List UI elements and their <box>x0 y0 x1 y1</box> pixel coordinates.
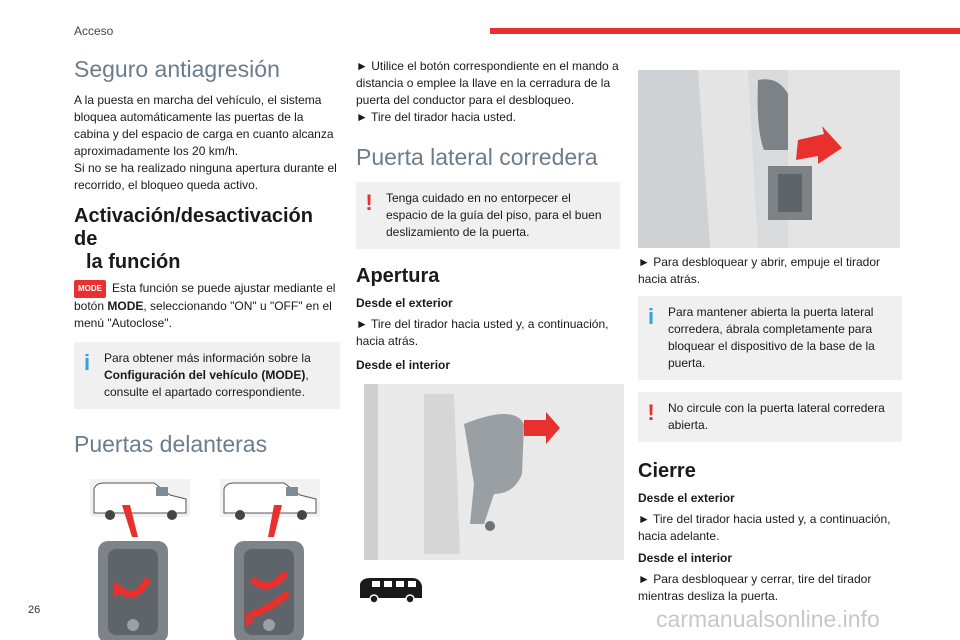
step-remote-unlock: ► Utilice el botón correspondiente en el mando a distancia o emplee la llave en la cerradura de la puerta del conductor para el desbloqueo. <box>356 59 619 108</box>
info-note-config <box>74 342 340 409</box>
passenger-van-icon <box>356 574 426 604</box>
info-note-keep-open <box>638 296 902 380</box>
info-icon: i <box>83 349 91 375</box>
column-2 <box>356 52 620 604</box>
section-title-anti-aggression: Seguro antiagresión <box>74 56 280 82</box>
label-from-inside: Desde el interior <box>356 357 451 372</box>
mode-text-pre: Esta función se puede ajustar mediante el botón <box>74 280 336 313</box>
front-doors-illustration <box>74 475 340 640</box>
watermark: carmanualsonline.info <box>656 606 880 632</box>
info-text: Para mantener abierta la puerta lateral corredera, ábrala completamente para bloquear el dispositivo de la base de la puerta. <box>668 305 875 371</box>
step-pull-handle: ► Tire del tirador hacia usted. <box>356 110 516 125</box>
sliding-door-exterior-illustration <box>638 70 900 248</box>
note-post: , consulte el apartado correspondiente. <box>104 367 309 399</box>
subsection-title-opening: Apertura <box>356 264 440 287</box>
note-pre: Para obtener más información sobre la <box>104 350 311 365</box>
paragraph-anti-aggression-1: A la puesta en marcha del vehículo, el sistema bloquea automáticamente las puertas de la cabina y del espacio de carga en cuanto alcanza aproximadamente los 20 km/h. <box>74 92 334 158</box>
column-1 <box>74 52 340 640</box>
mode-button-icon: MODE <box>74 280 106 298</box>
warning-note-floor-guide <box>356 182 620 249</box>
front-door-handle-left <box>98 541 168 640</box>
front-door-handle-right <box>234 541 304 640</box>
van-left-icon <box>90 479 190 537</box>
warning-text: Tenga cuidado en no entorpecer el espacio de la guía del piso, para el buen deslizamiento de la puerta. <box>386 190 602 239</box>
note-bold: Configuración del vehículo (MODE) <box>104 367 306 382</box>
header-accent-bar <box>490 28 960 34</box>
sliding-door-inside-illustration <box>364 384 624 560</box>
subsection-title-line2: la función <box>86 250 181 273</box>
van-right-icon <box>220 479 320 537</box>
label-from-outside: Desde el exterior <box>638 491 735 506</box>
info-icon: i <box>647 304 655 330</box>
page-number: 26 <box>28 604 41 616</box>
section-title-front-doors: Puertas delanteras <box>74 430 268 457</box>
paragraph-anti-aggression-2: Si no se ha realizado ninguna apertura durante el recorrido, el bloqueo queda activo. <box>74 160 337 192</box>
column-3 <box>638 52 902 605</box>
label-from-outside: Desde el exterior <box>356 295 453 310</box>
warning-icon: ! <box>647 400 655 426</box>
section-title-sliding-door: Puerta lateral corredera <box>356 144 598 171</box>
warning-text: No circule con la puerta lateral corredera abierta. <box>668 401 885 433</box>
warning-icon: ! <box>365 189 373 215</box>
subsection-title-activation <box>74 205 340 274</box>
header-section-label: Acceso <box>74 24 114 38</box>
warning-note-do-not-drive <box>638 392 902 442</box>
label-from-inside: Desde el interior <box>638 551 733 566</box>
subsection-title-closing: Cierre <box>638 460 696 483</box>
mode-text-post: , seleccionando "ON" u "OFF" en el menú "Autoclose". <box>74 298 332 330</box>
mode-text-bold: MODE <box>107 298 144 313</box>
step-pull-back: ► Tire del tirador hacia usted y, a continuación, hacia atrás. <box>356 316 609 348</box>
paragraph-mode <box>74 280 340 332</box>
subsection-title-line1: Activación/desactivación de <box>74 204 313 250</box>
step-pull-forward: ► Tire del tirador hacia usted y, a continuación, hacia adelante. <box>638 512 891 544</box>
step-unlock-close: ► Para desbloquear y cerrar, tire del tirador mientras desliza la puerta. <box>638 572 872 604</box>
step-push-back: ► Para desbloquear y abrir, empuje el tirador hacia atrás. <box>638 255 881 287</box>
